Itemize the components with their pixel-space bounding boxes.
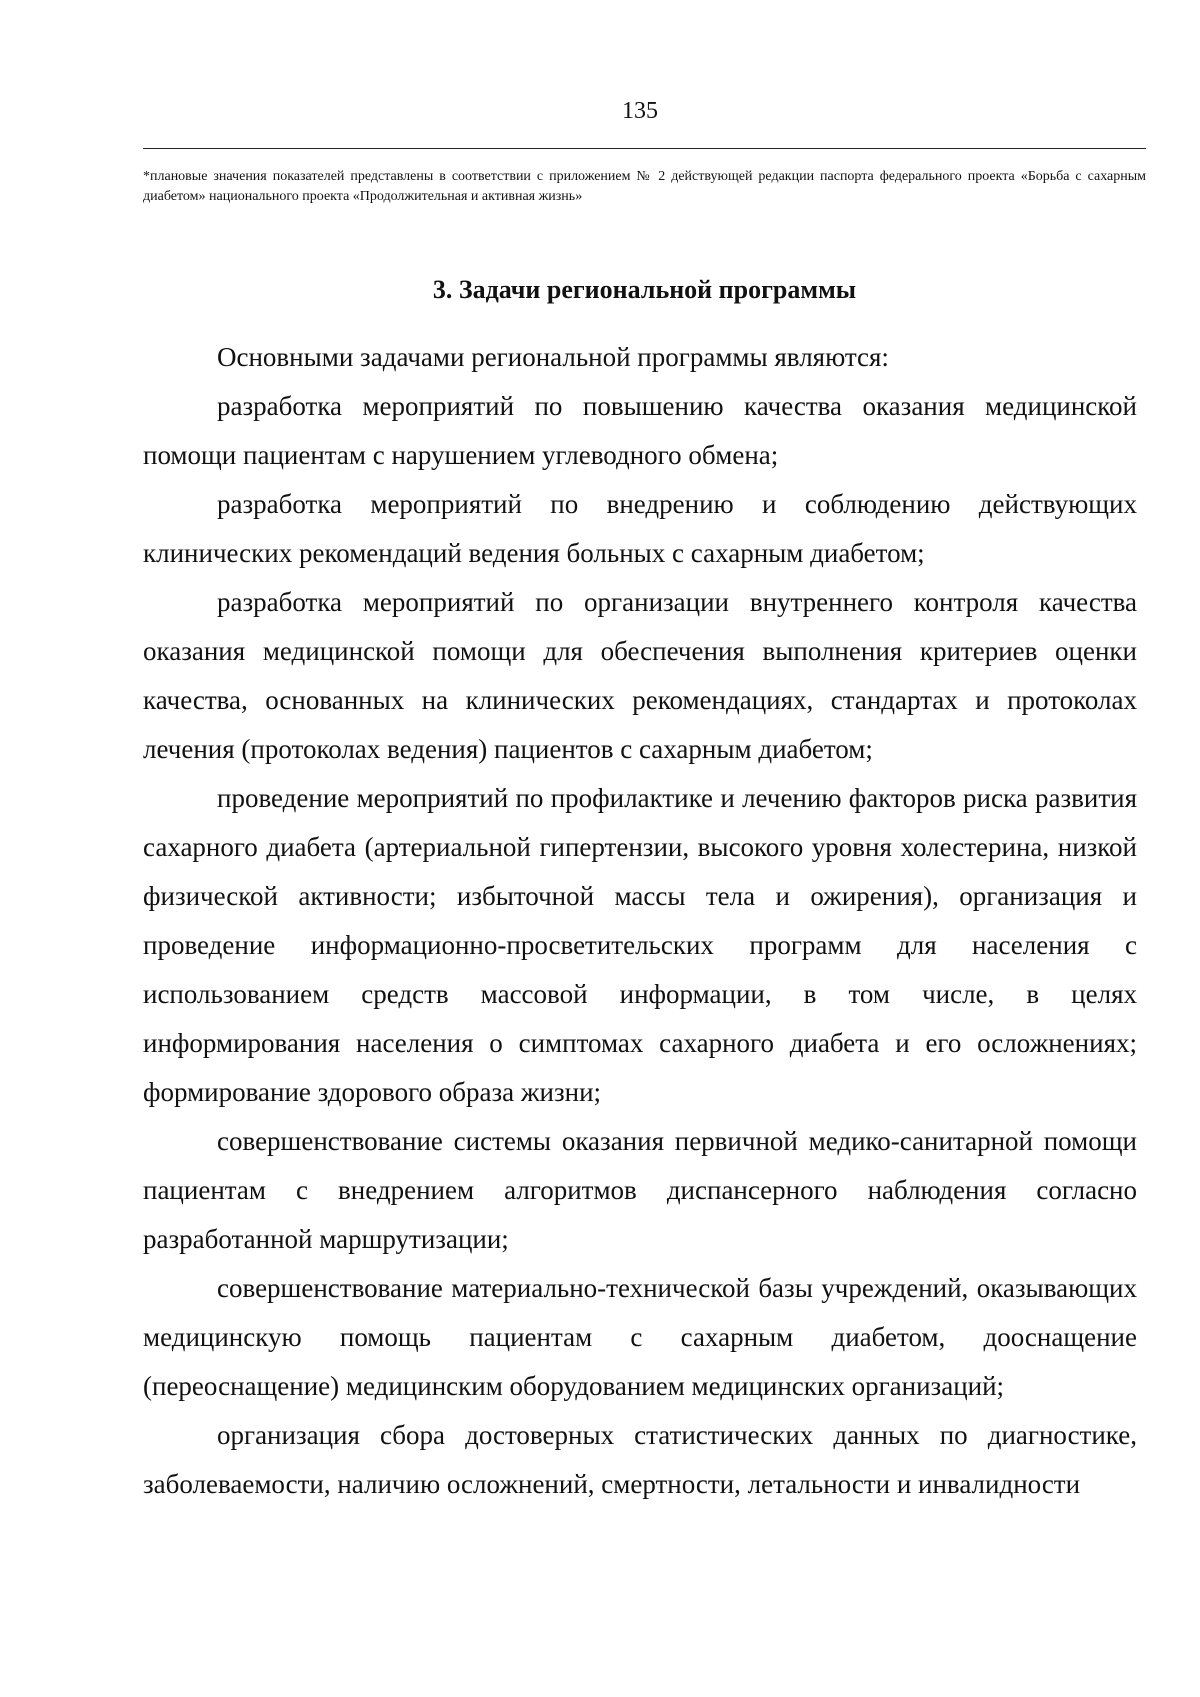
paragraph-task-2: разработка мероприятий по внедрению и соблюдению действующих клинических рекомендаций ведения больных с сахарным диабетом; xyxy=(143,489,1137,568)
paragraph-task-4: проведение мероприятий по профилактике и лечению факторов риска развития сахарного диабета (артериальной гипертензии, высокого уровня холестерина, низкой физической активности; избыточной массы тела и ожирения), организация и проведение информационно-просветительских программ для населения с использованием средств массовой информации, в том числе, в целях информирования населения о симптомах сахарного диабета и его осложнениях; формирование здорового образа жизни; xyxy=(143,783,1137,1107)
paragraph-intro: Основными задачами региональной программы являются: xyxy=(217,342,889,372)
paragraph-task-6: совершенствование материально-технической базы учреждений, оказывающих медицинскую помощь пациентам с сахарным диабетом, дооснащение (переоснащение) медицинским оборудованием медицинских организаций; xyxy=(143,1273,1137,1401)
body-text xyxy=(143,333,1137,1509)
section-heading: 3. Задачи региональной программы xyxy=(432,275,857,304)
paragraph-task-3: разработка мероприятий по организации внутреннего контроля качества оказания медицинской помощи для обеспечения выполнения критериев оценки качества, основанных на клинических рекомендациях, стандартах и протоколах лечения (протоколах ведения) пациентов с сахарным диабетом; xyxy=(143,587,1137,764)
paragraph-task-5: совершенствование системы оказания первичной медико-санитарной помощи пациентам с внедрением алгоритмов диспансерного наблюдения согласно разработанной маршрутизации; xyxy=(143,1126,1137,1254)
paragraph-task-1: разработка мероприятий по повышению качества оказания медицинской помощи пациентам с нарушением углеводного обмена; xyxy=(143,391,1137,470)
footnote-text: *плановые значения показателей представлены в соответствии с приложением № 2 действующей редакции паспорта федерального проекта «Борьба с сахарным диабетом» национального проекта «Продолжительная и активная жизнь» xyxy=(143,169,1146,204)
paragraph-task-7: организация сбора достоверных статистических данных по диагностике, заболеваемости, наличию осложнений, смертности, летальности и инвалидности xyxy=(143,1420,1137,1499)
footnote-separator xyxy=(143,148,1146,149)
page-number: 135 xyxy=(622,98,658,124)
